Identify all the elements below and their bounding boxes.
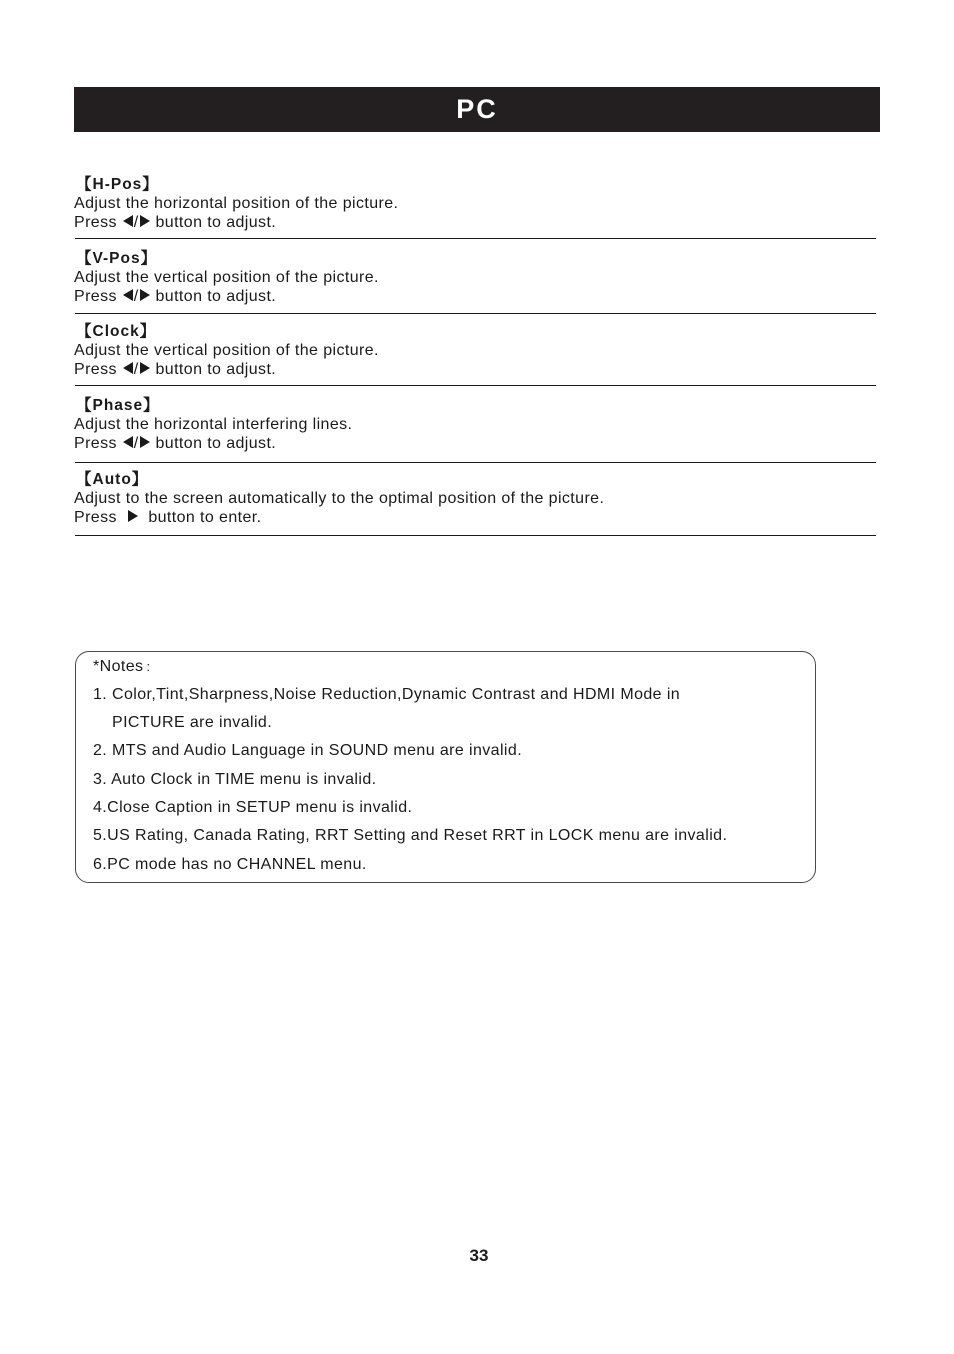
section-v-pos — [74, 249, 876, 306]
right-triangle-icon — [127, 509, 139, 523]
right-triangle-icon — [139, 214, 151, 228]
section-instruction — [74, 287, 876, 306]
section-description: Adjust the vertical position of the picture. — [74, 342, 379, 359]
right-triangle-icon — [139, 435, 151, 449]
left-triangle-icon — [122, 288, 134, 302]
press-text: Press — [74, 435, 117, 452]
press-text: Press — [74, 288, 117, 305]
section-clock — [74, 322, 876, 379]
notes-label-text: *Notes — [93, 658, 144, 675]
divider — [75, 535, 876, 536]
press-text: Press — [74, 214, 117, 231]
section-heading: 【H-Pos】 — [76, 176, 159, 193]
section-instruction — [74, 213, 876, 232]
note-item: PICTURE are invalid. — [112, 714, 273, 731]
section-description: Adjust the horizontal position of the picture. — [74, 195, 399, 212]
notes-label — [93, 658, 150, 676]
section-description: Adjust to the screen automatically to the optimal position of the picture. — [74, 490, 605, 507]
press-text: Press — [74, 509, 117, 526]
action-text: button to adjust. — [155, 214, 277, 231]
press-text: Press — [74, 361, 117, 378]
action-text: button to adjust. — [155, 288, 277, 305]
note-item: 3. Auto Clock in TIME menu is invalid. — [93, 771, 377, 788]
section-heading: 【V-Pos】 — [76, 250, 158, 267]
divider — [75, 313, 876, 314]
page-title: PC — [456, 94, 498, 124]
left-triangle-icon — [122, 361, 134, 375]
section-h-pos — [74, 175, 876, 232]
section-instruction — [74, 434, 876, 453]
section-heading: 【Clock】 — [76, 323, 157, 340]
note-item: 6.PC mode has no CHANNEL menu. — [93, 856, 367, 873]
section-phase — [74, 396, 876, 453]
note-item: 2. MTS and Audio Language in SOUND menu are invalid. — [93, 742, 523, 759]
page-number: 33 — [469, 1246, 489, 1265]
note-item: 5.US Rating, Canada Rating, RRT Setting and Reset RRT in LOCK menu are invalid. — [93, 827, 728, 844]
action-text: button to adjust. — [155, 435, 277, 452]
section-description: Adjust the horizontal interfering lines. — [74, 416, 353, 433]
slash-text: / — [133, 435, 139, 452]
notes-box — [75, 651, 816, 883]
slash-text: / — [133, 361, 139, 378]
divider — [75, 385, 876, 386]
title-bar — [74, 87, 880, 132]
slash-text: / — [133, 288, 139, 305]
right-triangle-icon — [139, 288, 151, 302]
section-description: Adjust the vertical position of the picture. — [74, 269, 379, 286]
action-text: button to adjust. — [155, 361, 277, 378]
notes-colon: : — [146, 659, 151, 674]
section-instruction — [74, 360, 876, 379]
action-text: button to enter. — [148, 509, 262, 526]
left-triangle-icon — [122, 214, 134, 228]
divider — [75, 238, 876, 239]
section-instruction — [74, 508, 876, 527]
right-triangle-icon — [139, 361, 151, 375]
note-item: 1. Color,Tint,Sharpness,Noise Reduction,Dynamic Contrast and HDMI Mode in — [93, 686, 681, 703]
note-item: 4.Close Caption in SETUP menu is invalid. — [93, 799, 413, 816]
left-triangle-icon — [122, 435, 134, 449]
section-auto — [74, 470, 876, 527]
divider — [75, 462, 876, 463]
section-heading: 【Auto】 — [76, 471, 149, 488]
slash-text: / — [133, 214, 139, 231]
section-heading: 【Phase】 — [76, 397, 160, 414]
